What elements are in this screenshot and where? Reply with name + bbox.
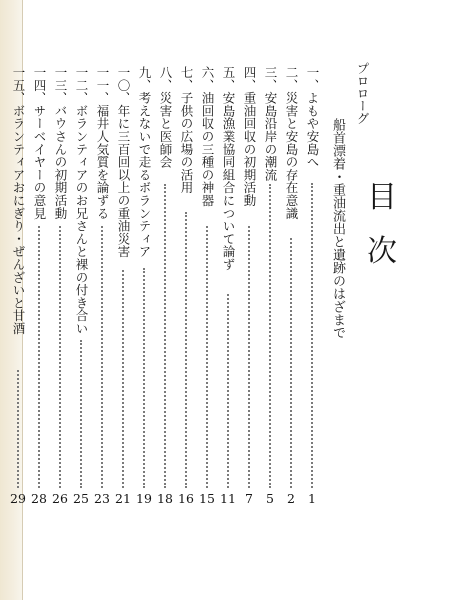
toc-entry-7-leader (185, 212, 189, 488)
toc-entry-2-leader (290, 238, 294, 488)
toc-entry-7-page: 16 (178, 491, 194, 506)
toc-entry-14-leader (38, 226, 42, 488)
toc-entry-10-page: 21 (115, 491, 131, 506)
toc-entry-5-title: 五、安島漁業協同組合について論ず (221, 66, 236, 271)
toc-entry-11-leader (101, 226, 105, 488)
toc-entry-10-leader (122, 270, 126, 488)
toc-entry-9-leader (143, 268, 147, 488)
toc-entry-15-page: 29 (10, 491, 26, 506)
toc-entry-12-title: 一二、ボランティアのお兄さんと裸の付き合い (74, 66, 89, 335)
toc-entry-11-page: 23 (94, 491, 110, 506)
toc-entry-8-page: 18 (157, 491, 173, 506)
toc-entry-12-page: 25 (73, 491, 89, 506)
heading-char-moku: 目 (367, 180, 397, 215)
toc-entry-3-page: 5 (266, 491, 274, 506)
toc-entry-4-page: 7 (245, 491, 253, 506)
toc-entry-1-title: 一、よもや安島へ (305, 66, 320, 169)
toc-entry-14-page: 28 (31, 491, 47, 506)
prologue-subtitle: 船首漂着・重油流出と遺跡のはざまで (330, 118, 345, 339)
toc-entry-2-title: 二、災害と安島の存在意識 (284, 66, 299, 220)
toc-entry-8-title: 八、災害と医師会 (158, 66, 173, 169)
toc-entry-8-leader (164, 184, 168, 488)
toc-entry-9-page: 19 (136, 491, 152, 506)
toc-entry-11-title: 一一、福井人気質を論ずる (95, 66, 110, 220)
toc-entry-13-title: 一三、バウさんの初期活動 (53, 66, 68, 220)
toc-entry-6-page: 15 (199, 491, 215, 506)
toc-entry-4-title: 四、重油回収の初期活動 (242, 66, 257, 207)
toc-entry-12-leader (80, 340, 84, 488)
toc-entry-2-page: 2 (287, 491, 295, 506)
toc-entry-1-page: 1 (308, 491, 316, 506)
prologue-label: プロローグ (355, 62, 370, 125)
toc-entry-3-title: 三、安島沿岸の潮流 (263, 66, 278, 182)
toc-entry-5-page: 11 (220, 491, 236, 506)
toc-entry-9-title: 九、考えないで走るボランティア (137, 66, 152, 258)
toc-entry-3-leader (269, 184, 273, 488)
toc-entry-14-title: 一四、サーベイヤーの意見 (32, 66, 47, 220)
toc-entry-7-title: 七、子供の広場の活用 (179, 66, 194, 194)
toc-entry-10-title: 一〇、年に三百回以上の重油災害 (116, 66, 131, 258)
toc-entry-15-title: 一五、ボランティアおにぎり・ぜんざいと甘酒 (11, 66, 26, 335)
toc-entry-1-leader (311, 183, 315, 488)
toc-entry-4-leader (248, 226, 252, 488)
toc-entry-6-leader (206, 226, 210, 488)
book-page (10, 0, 450, 600)
toc-entry-13-leader (59, 226, 63, 488)
toc-entry-5-leader (227, 294, 231, 488)
toc-entry-6-title: 六、油回収の三種の神器 (200, 66, 215, 207)
heading-char-ji: 次 (367, 234, 397, 269)
toc-entry-13-page: 26 (52, 491, 68, 506)
toc-entry-15-leader (17, 370, 21, 488)
